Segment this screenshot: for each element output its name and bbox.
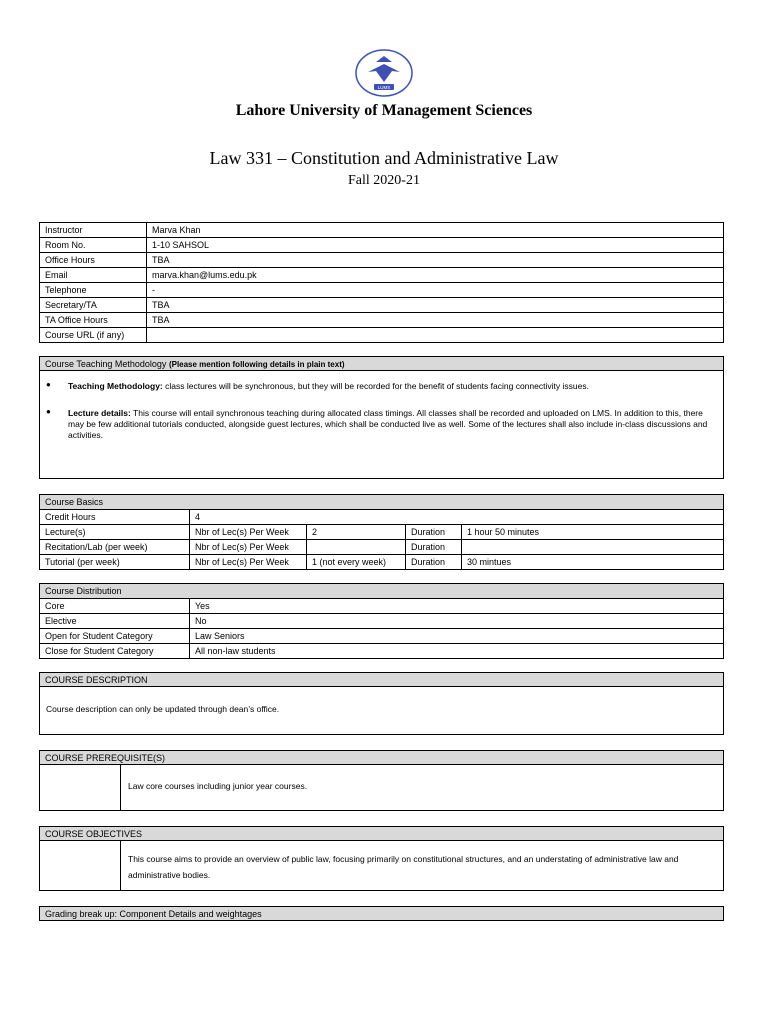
info-row xyxy=(40,223,724,238)
column-divider xyxy=(120,765,121,810)
info-label: Instructor xyxy=(40,223,147,238)
nbr-value: 1 (not every week) xyxy=(307,555,406,570)
distribution-row xyxy=(40,644,724,659)
methodology-bullet xyxy=(68,381,715,392)
basics-row xyxy=(40,510,724,525)
distribution-label: Core xyxy=(40,599,190,614)
info-value: TBA xyxy=(147,253,724,268)
info-row xyxy=(40,283,724,298)
info-value: Marva Khan xyxy=(147,223,724,238)
course-basics-table xyxy=(39,494,724,570)
prerequisites-body xyxy=(39,765,724,811)
bullet-text: class lectures will be synchronous, but they will be recorded for the benefit of students facing connectivity issues. xyxy=(162,381,589,391)
basics-title: Course Basics xyxy=(40,495,724,510)
distribution-label: Close for Student Category xyxy=(40,644,190,659)
info-label: Office Hours xyxy=(40,253,147,268)
info-value: - xyxy=(147,283,724,298)
info-row xyxy=(40,238,724,253)
basics-label: Lecture(s) xyxy=(40,525,190,540)
info-label: Room No. xyxy=(40,238,147,253)
info-row xyxy=(40,328,724,343)
info-label: Email xyxy=(40,268,147,283)
prerequisites-text: Law core courses including junior year courses. xyxy=(128,781,308,791)
methodology-title: Course Teaching Methodology xyxy=(45,359,167,369)
lums-logo xyxy=(354,46,414,98)
distribution-value: All non-law students xyxy=(190,644,724,659)
distribution-title: Course Distribution xyxy=(40,584,724,599)
distribution-value: Yes xyxy=(190,599,724,614)
course-distribution-table xyxy=(39,583,724,659)
university-name: Lahore University of Management Sciences xyxy=(235,102,533,119)
info-value: TBA xyxy=(147,313,724,328)
nbr-label: Nbr of Lec(s) Per Week xyxy=(190,555,307,570)
grading-header: Grading break up: Component Details and weightages xyxy=(39,906,724,921)
distribution-row xyxy=(40,599,724,614)
objectives-body xyxy=(39,841,724,891)
bullet-bold: Teaching Methodology: xyxy=(68,381,163,391)
duration-value: 1 hour 50 minutes xyxy=(462,525,724,540)
distribution-row xyxy=(40,629,724,644)
description-text: Course description can only be updated through dean’s office. xyxy=(46,704,280,714)
info-row xyxy=(40,268,724,283)
basics-label: Tutorial (per week) xyxy=(40,555,190,570)
column-divider xyxy=(120,841,121,890)
info-row xyxy=(40,313,724,328)
basics-row xyxy=(40,555,724,570)
duration-value: 30 mintues xyxy=(462,555,724,570)
methodology-body xyxy=(39,371,724,479)
distribution-value: No xyxy=(190,614,724,629)
info-value: 1-10 SAHSOL xyxy=(147,238,724,253)
course-title: Law 331 – Constitution and Administrative Law xyxy=(209,148,559,168)
methodology-bullet xyxy=(68,408,715,441)
objectives-text: This course aims to provide an overview of public law, focusing primarily on constitutional structures, and an understating of administrative law and administrative bodies. xyxy=(128,854,679,880)
methodology-note: (Please mention following details in plain text) xyxy=(168,360,345,369)
bullet-icon: ● xyxy=(46,380,51,389)
instructor-info-table xyxy=(39,222,724,343)
info-value xyxy=(147,328,724,343)
duration-label: Duration xyxy=(406,525,462,540)
duration-label: Duration xyxy=(406,540,462,555)
basics-label: Credit Hours xyxy=(40,510,190,525)
info-label: Course URL (if any) xyxy=(40,328,147,343)
svg-text:LUMS: LUMS xyxy=(377,85,391,90)
duration-label: Duration xyxy=(406,555,462,570)
nbr-label: Nbr of Lec(s) Per Week xyxy=(190,525,307,540)
basics-label: Recitation/Lab (per week) xyxy=(40,540,190,555)
basics-value: 4 xyxy=(190,510,724,525)
nbr-value xyxy=(307,540,406,555)
bullet-bold: Lecture details: xyxy=(68,408,131,418)
info-value: TBA xyxy=(147,298,724,313)
distribution-label: Open for Student Category xyxy=(40,629,190,644)
objectives-header: COURSE OBJECTIVES xyxy=(39,826,724,841)
bullet-text: This course will entail synchronous teaching during allocated class timings. All classes shall be recorded and uploaded on LMS. In addition to this, there may be few additional tutorials conducted, alongside guest lectures, which shall be conducted live as well. Some of the lectures shall also include in-class discussions and activities. xyxy=(68,408,708,440)
nbr-value: 2 xyxy=(307,525,406,540)
distribution-label: Elective xyxy=(40,614,190,629)
email-value[interactable]: marva.khan@lums.edu.pk xyxy=(147,268,724,283)
duration-value xyxy=(462,540,724,555)
distribution-row xyxy=(40,614,724,629)
description-header: COURSE DESCRIPTION xyxy=(39,672,724,687)
info-row xyxy=(40,253,724,268)
info-row xyxy=(40,298,724,313)
nbr-label: Nbr of Lec(s) Per Week xyxy=(190,540,307,555)
bullet-icon: ● xyxy=(46,407,51,416)
basics-row xyxy=(40,540,724,555)
prerequisites-header: COURSE PREREQUISITE(S) xyxy=(39,750,724,765)
info-label: Secretary/TA xyxy=(40,298,147,313)
info-label: TA Office Hours xyxy=(40,313,147,328)
distribution-value: Law Seniors xyxy=(190,629,724,644)
methodology-header xyxy=(39,356,724,371)
basics-row xyxy=(40,525,724,540)
info-label: Telephone xyxy=(40,283,147,298)
description-body xyxy=(39,687,724,735)
term: Fall 2020-21 xyxy=(348,173,420,188)
